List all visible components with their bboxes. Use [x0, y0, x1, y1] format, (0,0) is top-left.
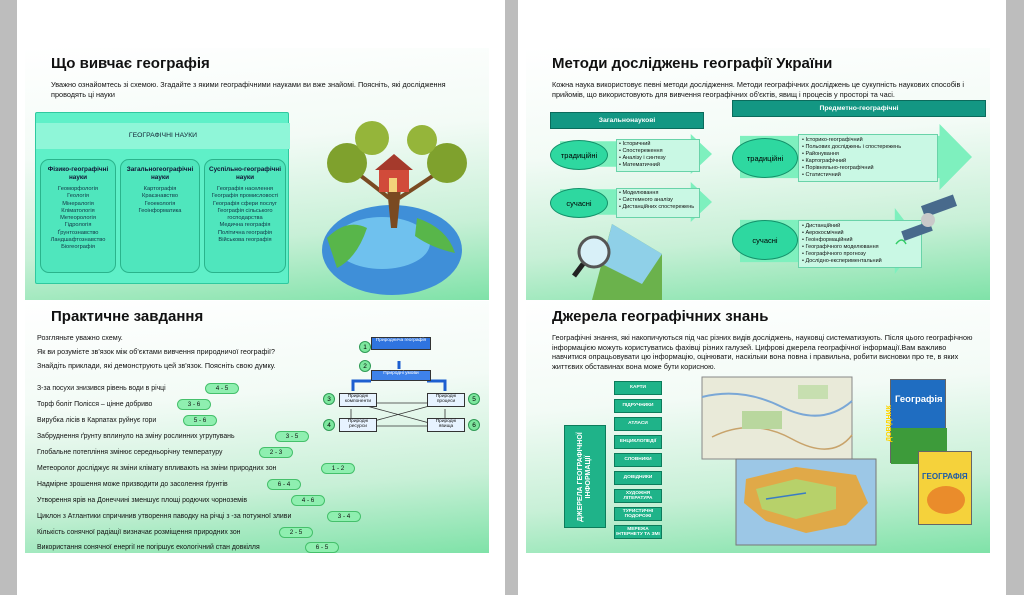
source-item: ЕНЦИКЛОПЕДІЇ — [614, 435, 662, 449]
task-row: Торф боліт Полісся – цінне добриво — [37, 401, 153, 408]
answer-pill: 4 - 5 — [205, 383, 239, 394]
method-item: • Географічного моделювання — [802, 243, 879, 250]
instruction-line: Розгляньте уважно схему. — [37, 333, 123, 342]
method-item: • Статистичний — [802, 171, 841, 178]
column-item: Кліматологія — [61, 207, 95, 214]
column-item: Геоекологія — [144, 200, 176, 207]
answer-pill: 6 - 4 — [267, 479, 301, 490]
answer-pill: 4 - 6 — [291, 495, 325, 506]
slide-intro: Уважно ознайомтесь зі схемою. Згадайте з якими географічними науками ви вже знайомі. Поясніть, які дослідження проводять ці науки — [51, 80, 446, 99]
document-page-left — [17, 0, 505, 595]
column-item: Політична географія — [217, 229, 273, 236]
method-item: • Дистанційних спостережень — [619, 203, 695, 210]
slide-title: Що вивчає географія — [51, 55, 210, 72]
method-item: • Районування — [802, 150, 839, 157]
diagram-number: 3 — [323, 393, 335, 405]
column-item: Мінералогія — [62, 200, 94, 207]
diagram-box-resources: Природні ресурси — [339, 418, 377, 432]
subject-traditional-list — [798, 134, 938, 182]
general-modern-list — [616, 188, 700, 218]
method-item: • Спостереження — [619, 147, 663, 154]
earth-tree-illustration — [297, 118, 487, 298]
source-item: ПІДРУЧНИКИ — [614, 399, 662, 413]
social-geo-column — [204, 159, 286, 273]
column-item: Медична географія — [219, 222, 271, 229]
task-row: Кількість сонячної радіації визначає розміщення природних зон — [37, 529, 241, 536]
book-title: ГЕОГРАФІЯ — [922, 472, 968, 481]
slide-intro: Географічні знання, які накопичуються під час різних видів досліджень, науковці систематизують. Після цього географічною інформацією можуть користуватись фахівці різних галузей. Цифрові джерела географічної інформації.Вам важливо навчитися опрацьовувати цю інформацію, оцінювати, наскільки вона повна і правильна, робити висновки про те, в яких життєвих обставинах вона може бути корисною. — [552, 333, 973, 371]
task-row: Циклон з Атлантики спричинив утворення паводку на річці з -за потужної зливи — [37, 513, 292, 520]
task-row: З-за посухи знизився рівень води в річці — [37, 385, 166, 392]
sources-vertical-label: ДЖЕРЕЛА ГЕОГРАФІЧНОЇ ІНФОРМАЦІЇ — [577, 431, 592, 522]
sources-vertical-box — [564, 425, 606, 528]
physical-geo-column — [40, 159, 116, 273]
source-item: ТУРИСТИЧНІ ПОДОРОЖІ — [614, 507, 662, 521]
book-title: Географія — [895, 394, 943, 405]
source-item: ХУДОЖНЯ ЛІТЕРАТУРА — [614, 489, 662, 503]
column-item: Метеорологія — [60, 215, 96, 222]
method-item: • Польових досліджень і спостережень — [802, 143, 902, 150]
magnifier-map-illustration — [572, 224, 662, 300]
method-item: • Геоінформаційний — [802, 236, 853, 243]
slide-practical-task — [25, 301, 489, 553]
column-item: Військова географія — [218, 237, 272, 244]
answer-pill: 3 - 4 — [327, 511, 361, 522]
topographic-map-image — [702, 377, 852, 459]
column-title: Суспільно-географічні науки — [208, 166, 282, 181]
diagram-box-phenomena: Природні явища — [427, 418, 465, 432]
method-item: • Системного аналізу — [619, 196, 673, 203]
column-item: Гідрологія — [64, 222, 92, 229]
column-item: Геоморфологія — [58, 186, 98, 192]
general-traditional-list — [616, 139, 700, 172]
task-row: Використання сонячної енергії не погіршує екологічний стан довкілля — [37, 544, 260, 551]
task-row: Забруднення ґрунту вплинуло на зміну рослинних угрупувань — [37, 433, 235, 440]
column-title: Фізико-географічні науки — [47, 166, 109, 181]
book-subtitle: ДОВІДНИК — [885, 405, 893, 442]
answer-pill: 3 - 6 — [177, 399, 211, 410]
column-item: Географія сфери послуг — [213, 200, 277, 207]
task-row: Надмірне зрошення може призводити до засолення ґрунтів — [37, 481, 228, 488]
ukraine-physical-map-image — [736, 459, 876, 545]
method-item: • Дистанційний — [802, 223, 841, 229]
method-item: • Аерокосмічний — [802, 229, 844, 236]
column-title: Загальногеографічні науки — [126, 166, 194, 181]
slide-sources-of-knowledge — [526, 301, 990, 553]
method-item: • Моделювання — [619, 190, 659, 196]
task-row: Глобальне потепління змінює середньорічну температуру — [37, 449, 223, 456]
method-item: • Картографічний — [802, 157, 847, 164]
geography-textbook-cover — [918, 451, 972, 525]
diagram-box-natural-conditions: Природні умови — [371, 370, 431, 381]
method-item: • Історичний — [619, 141, 651, 147]
source-item: СЛОВНИКИ — [614, 453, 662, 467]
diagram-number: 1 — [359, 341, 371, 353]
source-item: МЕРЕЖА ІНТЕРНЕТУ ТА ЗМІ — [614, 525, 662, 539]
diagram-box-components: Природні компоненти — [339, 393, 377, 407]
column-item: Ґрунтознавство — [57, 229, 99, 236]
column-item: Географія сільського господарства — [217, 207, 273, 222]
instruction-line: Знайдіть приклади, які демонструють цей зв'язок. Поясніть свою думку. — [37, 361, 276, 370]
task-instructions — [37, 333, 337, 370]
document-page-right — [518, 0, 1006, 595]
subject-methods-band: Предметно-географічні — [732, 100, 986, 117]
slide-title: Джерела географічних знань — [552, 308, 769, 325]
diagram-number: 6 — [468, 419, 480, 431]
answer-pill: 3 - 5 — [275, 431, 309, 442]
answer-pill: 6 - 5 — [305, 542, 339, 553]
source-item: АТЛАСИ — [614, 417, 662, 431]
task-row: Метеоролог досліджує як зміни клімату впливають на зміни природних зон — [37, 465, 277, 472]
method-item: • Дослідно-експериментальний — [802, 257, 882, 264]
diagram-box-physical-geography: Природнича географія — [371, 337, 431, 350]
geo-sciences-header: ГЕОГРАФІЧНІ НАУКИ — [36, 123, 290, 149]
task-row: Утворення ярів на Донеччині зменшує площі родючих чорноземів — [37, 497, 248, 504]
answer-pill: 1 - 2 — [321, 463, 355, 474]
source-item: ДОВІДНИКИ — [614, 471, 662, 485]
column-item: Картографія — [143, 186, 177, 192]
slide-intro: Кожна наука використовує певні методи дослідження. Методи географічних досліджень це сукупність наукових способів і прийомів, що використовують для вивчення географічних об'єктів, явищ і процесів у просторі та часі. — [552, 80, 965, 99]
general-methods-band: Загальнонаукові — [550, 112, 704, 129]
column-item: Геоінформатика — [138, 207, 182, 214]
column-item: Ландшафтознавство — [50, 237, 106, 244]
slide-title: Практичне завдання — [51, 308, 204, 325]
method-item: • Порівняльно-географічний — [802, 164, 874, 171]
general-geo-column — [120, 159, 200, 273]
geo-sciences-diagram — [35, 112, 289, 284]
satellite-icon — [892, 196, 972, 256]
column-item: Геологія — [67, 193, 89, 200]
oval-traditional: традиційні — [550, 140, 608, 170]
column-item: Географія промисловості — [211, 193, 279, 200]
column-item: Географія населення — [217, 186, 273, 192]
oval-traditional-subject: традиційні — [732, 138, 798, 178]
method-item: • Математичний — [619, 161, 660, 168]
task-row: Вирубка лісів в Карпатах руйнує гори — [37, 417, 157, 424]
answer-pill: 2 - 3 — [259, 447, 293, 458]
answer-pill: 5 - 6 — [183, 415, 217, 426]
slide-what-geography-studies — [25, 48, 489, 300]
slide-research-methods — [526, 48, 990, 300]
oval-modern-subject: сучасні — [732, 220, 798, 260]
method-item: • Аналізу і синтезу — [619, 154, 666, 161]
column-item: Біогеографія — [61, 244, 95, 251]
instruction-line: Як ви розумієте зв'язок між об'єктами вивчення природничої географії? — [37, 347, 275, 356]
method-item: • Географічного прогнозу — [802, 250, 866, 257]
answer-pill: 2 - 5 — [279, 527, 313, 538]
diagram-number: 5 — [468, 393, 480, 405]
oval-modern: сучасні — [550, 188, 608, 218]
source-item: КАРТИ — [614, 381, 662, 395]
diagram-number: 2 — [359, 360, 371, 372]
method-item: • Історико-географічний — [802, 137, 863, 143]
diagram-number: 4 — [323, 419, 335, 431]
column-item: Краєзнавство — [142, 193, 178, 200]
diagram-box-processes: Природні процеси — [427, 393, 465, 407]
slide-title: Методи досліджень географії України — [552, 55, 833, 72]
